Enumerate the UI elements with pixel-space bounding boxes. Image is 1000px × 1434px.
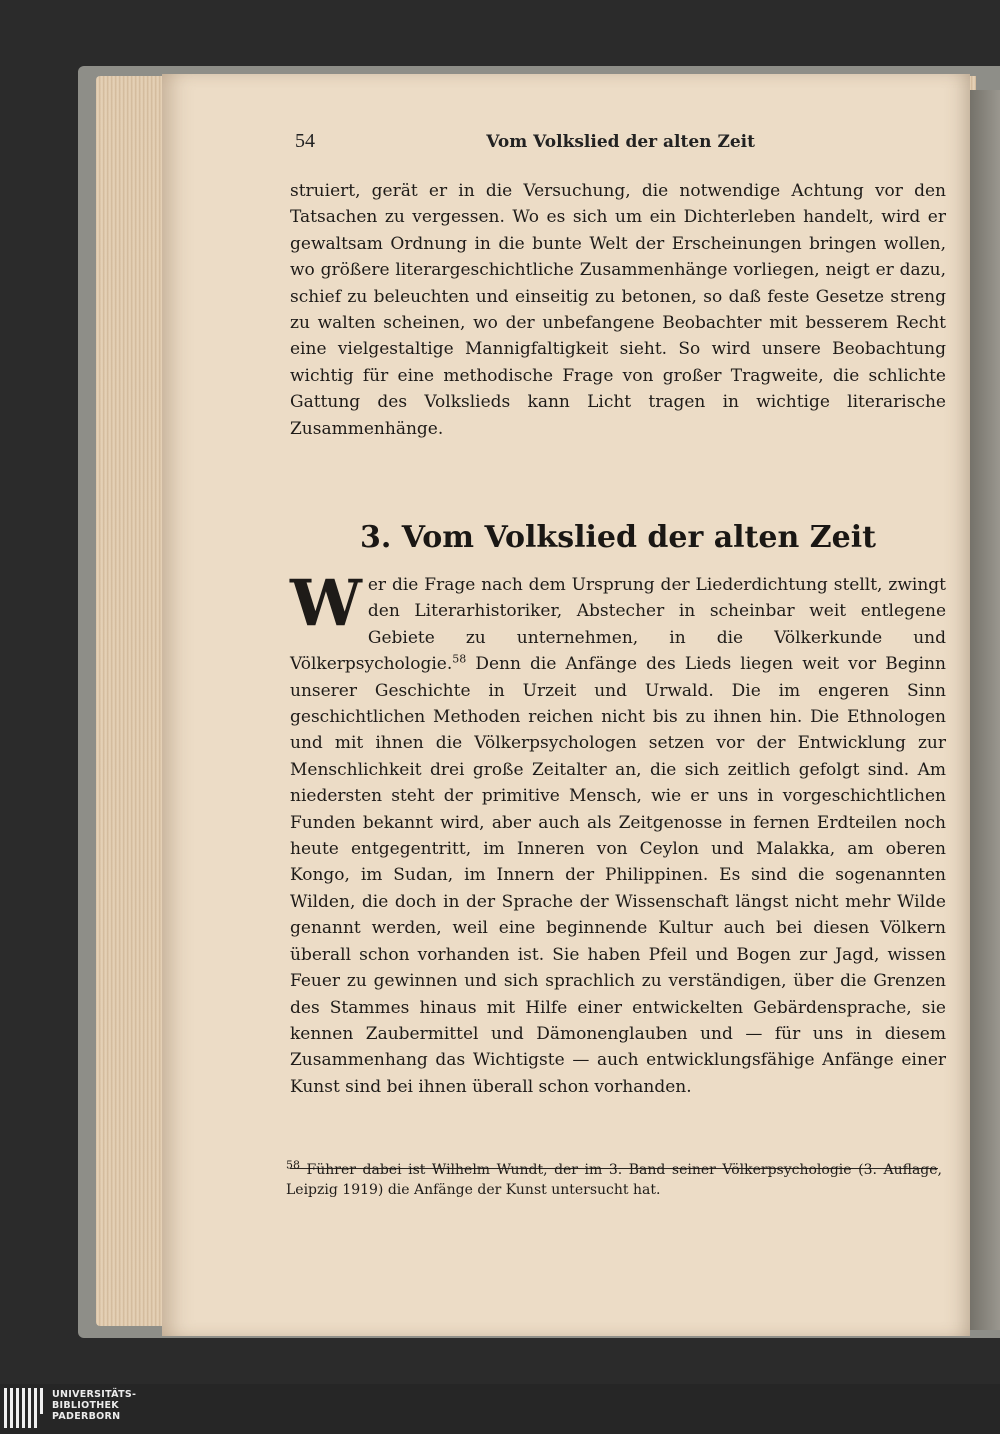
- page-header: [295, 130, 755, 162]
- section-heading: 3. Vom Volkslied der alten Zeit: [360, 520, 876, 555]
- footnote-reference[interactable]: 58: [452, 652, 467, 666]
- paragraph-section-start: [290, 566, 946, 1100]
- library-name-line1: UNIVERSITÄTS-: [52, 1389, 137, 1400]
- footnote-number: 58: [286, 1158, 300, 1172]
- library-name-line2: BIBLIOTHEK: [52, 1400, 119, 1411]
- paragraph-text-part1: er die Frage nach dem Ursprung der Liederdichtung stellt, zwingt den Literarhistoriker, Abstecher in scheinbar weit entlegene Gebiete zu unternehmen, in die Völkerkunde und Völkerpsychologie.: [290, 575, 946, 675]
- footnote-text: Führer dabei ist Wilhelm Wundt, der im 3. Band seiner Völkerpsychologie (3. Auflage, Leipzig 1919) die Anfänge der Kunst untersucht hat.: [286, 1162, 942, 1198]
- drop-cap: W: [290, 566, 362, 641]
- library-name-line3: PADERBORN: [52, 1411, 121, 1422]
- paragraph-continued: struiert, gerät er in die Versuchung, die notwendige Achtung vor den Tatsachen zu vergessen. Wo es sich um ein Dichterleben handelt, wird er gewaltsam Ordnung in die bunte Welt der Erscheinungen bringen wollen, wo größere literargeschichtliche Zusammenhänge vorliegen, neigt er dazu, schief zu beleuchten und einseitig zu betonen, so daß feste Gesetze streng zu walten scheinen, wo der unbefangene Beobachter mit besserem Recht eine vielgestaltige Mannigfaltigkeit sieht. So wird unsere Beobachtung wichtig für eine methodische Frage von großer Tragweite, die schlichte Gattung des Volkslieds kann Licht tragen in wichtige literarische Zusammenhänge.: [290, 181, 946, 439]
- footnote: [286, 1160, 942, 1200]
- footer-bar: [0, 1384, 1000, 1434]
- page-number: 54: [295, 130, 315, 152]
- paragraph-text-part2: Denn die Anfänge des Lieds liegen weit vor Beginn unserer Geschichte in Urzeit und Urwald. Die im engeren Sinn geschichtlichen Methoden reichen nicht bis zu ihnen hin. Die Ethnologen und mit ihnen die Völkerpsychologen setzen vor der Entwicklung zur Menschlichkeit drei große Zeitalter an, die sich zeitlich gefolgt sind. Am niedersten steht der primitive Mensch, wie er uns in vorgeschichtlichen Funden bekannt wird, aber auch als Zeitgenosse in fernen Erdteilen noch heute entgegentritt, im Inneren von Ceylon und Malakka, am oberen Kongo, im Sudan, im Innern der Philippinen. Es sind die sogenannten Wilden, die doch in der Sprache der Wissenschaft längst nicht mehr Wilde genannt werden, weil eine beginnende Kultur auch bei diesen Völkern überall schon vorhanden ist. Sie haben Pfeil und Bogen zur Jagd, wissen Feuer zu gewinnen und sich sprachlich zu verständigen, über die Grenzen des Stammes hinaus mit Hilfe einer entwickelten Gebärdensprache, sie kennen Zaubermittel und Dämonenglauben und — für uns in diesem Zusammenhang das Wichtigste — auch entwicklungsfähige Anfänge einer Kunst sind bei ihnen überall schon vorhanden.: [290, 654, 946, 1097]
- library-logo-icon: [4, 1388, 44, 1428]
- library-name: [52, 1389, 136, 1422]
- running-title: Vom Volkslied der alten Zeit: [486, 132, 755, 152]
